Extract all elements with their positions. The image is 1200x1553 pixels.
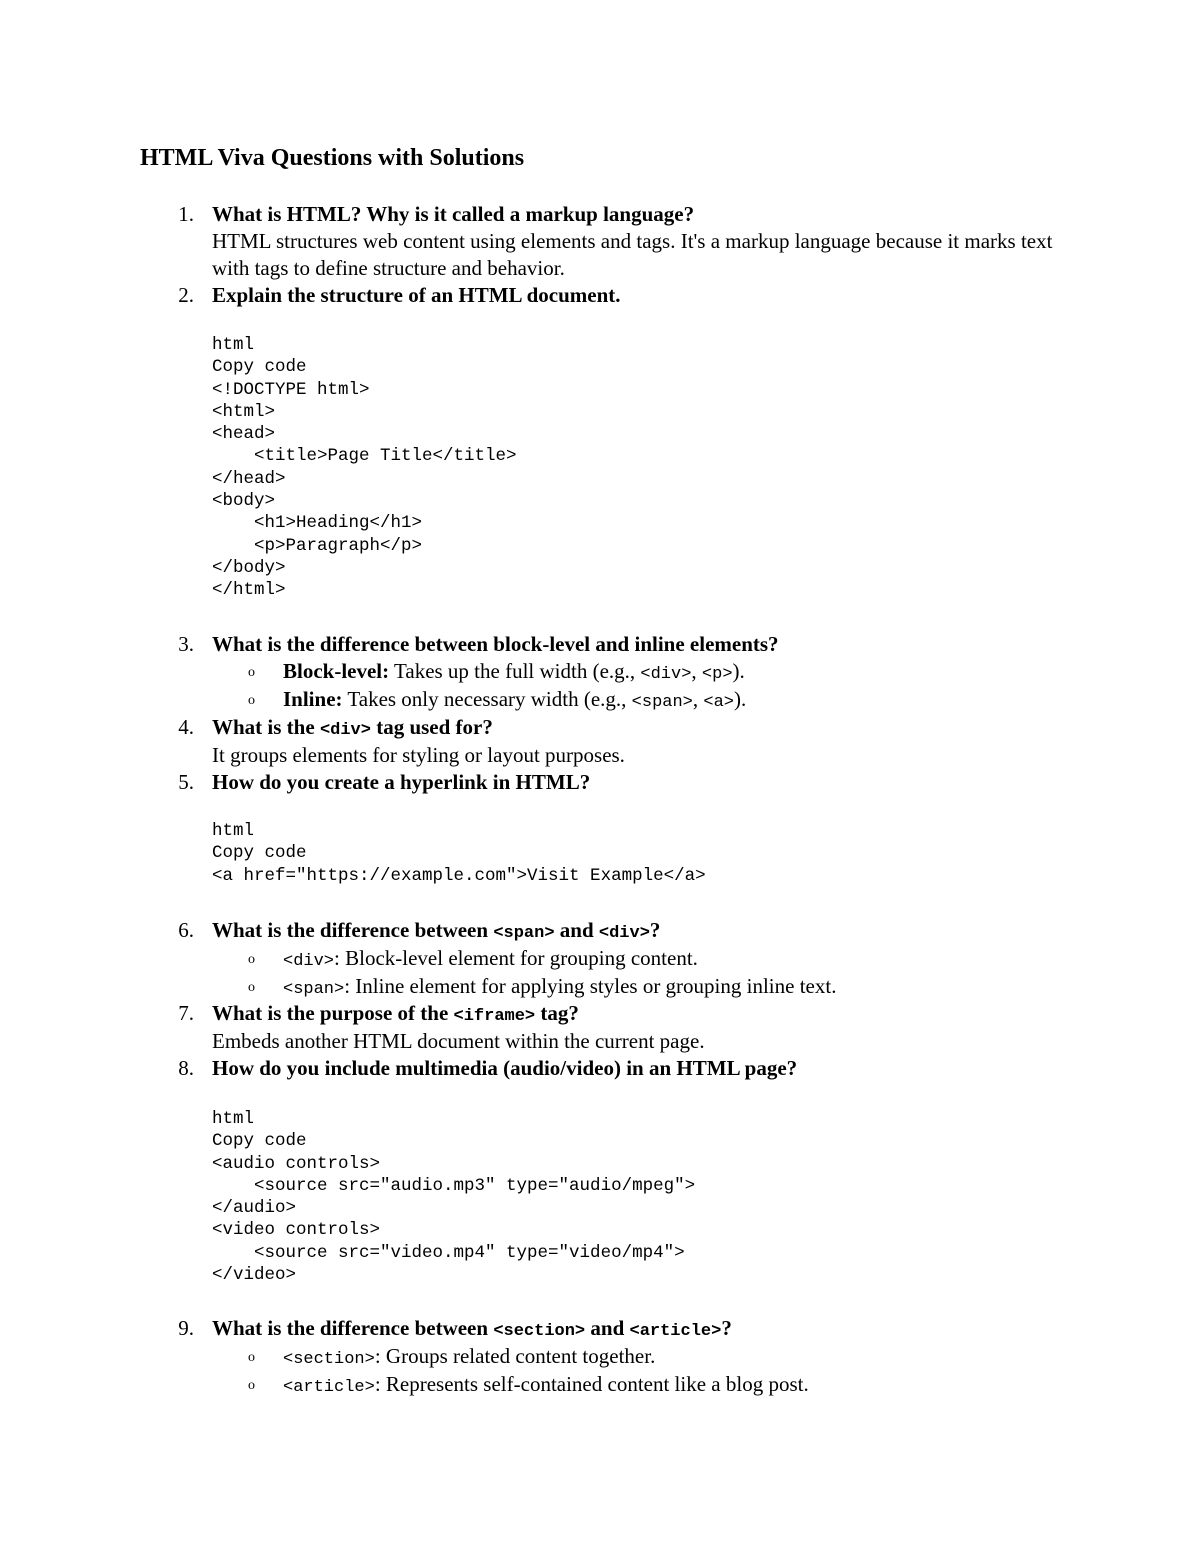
bullet-marker: o (248, 952, 255, 967)
bullet-marker: o (248, 665, 255, 680)
inline-code: <span> (493, 924, 555, 943)
question-number: 3. (178, 632, 194, 656)
bullet-marker: o (248, 693, 255, 708)
bullet-marker: o (248, 1350, 255, 1365)
question-number: 1. (178, 202, 194, 226)
question-number: 9. (178, 1316, 194, 1340)
text: ? (721, 1316, 732, 1340)
question-number: 7. (178, 1001, 194, 1025)
inline-code: <div> (640, 665, 692, 684)
inline-code: <article> (629, 1322, 722, 1341)
text: : Inline element for applying styles or grouping inline text. (344, 974, 837, 998)
text: tag used for? (370, 715, 493, 739)
text: and (585, 1316, 630, 1340)
question-2: Explain the structure of an HTML document. (212, 283, 621, 307)
bullet-marker: o (248, 1378, 255, 1393)
sub-item-span (283, 973, 836, 1003)
answer-4: It groups elements for styling or layout purposes. (212, 743, 625, 767)
inline-code: <section> (283, 1350, 375, 1369)
text: ? (649, 918, 661, 942)
text: , (692, 687, 704, 711)
answer-1: HTML structures web content using elements and tags. It's a markup language because it marks text with tags to define structure and behavior. (212, 229, 1053, 280)
inline-code: <span> (283, 980, 345, 999)
inline-code: <a> (703, 693, 734, 712)
question-3: What is the difference between block-level and inline elements? (212, 632, 779, 656)
question-number: 8. (178, 1056, 194, 1080)
question-8: How do you include multimedia (audio/video) in an HTML page? (212, 1056, 798, 1080)
question-number: 4. (178, 715, 194, 739)
inline-code: <iframe> (453, 1007, 536, 1026)
text: tag? (535, 1001, 579, 1025)
question-5: How do you create a hyperlink in HTML? (212, 770, 591, 794)
text: ). (732, 659, 745, 683)
text: What is the purpose of the (212, 1001, 454, 1025)
question-4 (212, 714, 493, 744)
sub-item-block-level (283, 658, 745, 688)
text: : Block-level element for grouping content. (334, 946, 698, 970)
text: What is the difference between (212, 1316, 494, 1340)
question-1: What is HTML? Why is it called a markup language? (212, 202, 695, 226)
inline-code: <div> (283, 952, 335, 971)
text: Takes only necessary width (e.g., (342, 687, 632, 711)
question-9 (212, 1315, 732, 1345)
inline-code: <p> (701, 665, 733, 684)
text: ). (734, 687, 747, 711)
code-block-2: html Copy code <!DOCTYPE html> <html> <head> <title>Page Title</title> </head> <body> <h1>Heading</h1> <p>Paragraph</p> </body> </html> (212, 335, 517, 601)
answer-7: Embeds another HTML document within the current page. (212, 1029, 705, 1053)
text: and (554, 918, 599, 942)
question-number: 6. (178, 918, 194, 942)
code-block-5: html Copy code <a href="https://example.com">Visit Example</a> (212, 821, 706, 886)
question-number: 2. (178, 283, 194, 307)
code-block-8: html Copy code <audio controls> <source src="audio.mp3" type="audio/mpeg"> </audio> <video controls> <source src="video.mp4" type="video/mp4"> </video> (212, 1109, 696, 1286)
text: , (691, 659, 702, 683)
sub-item-inline (283, 686, 746, 716)
document-title: HTML Viva Questions with Solutions (140, 145, 525, 171)
term: Inline: (283, 687, 343, 711)
sub-item-section (283, 1343, 655, 1373)
bullet-marker: o (248, 980, 255, 995)
inline-code: <span> (631, 693, 693, 712)
text: Takes up the full width (e.g., (389, 659, 641, 683)
question-7 (212, 1000, 579, 1030)
sub-item-article (283, 1371, 809, 1401)
inline-code: <div> (319, 721, 371, 740)
inline-code: <article> (283, 1378, 375, 1397)
text: : Groups related content together. (374, 1344, 656, 1368)
sub-item-div (283, 945, 698, 975)
inline-code: <section> (493, 1322, 586, 1341)
inline-code: <div> (598, 924, 650, 943)
text: : Represents self-contained content like a blog post. (374, 1372, 809, 1396)
text: What is the difference between (212, 918, 494, 942)
question-6 (212, 917, 660, 947)
question-number: 5. (178, 770, 194, 794)
term: Block-level: (283, 659, 390, 683)
text: What is the (212, 715, 320, 739)
